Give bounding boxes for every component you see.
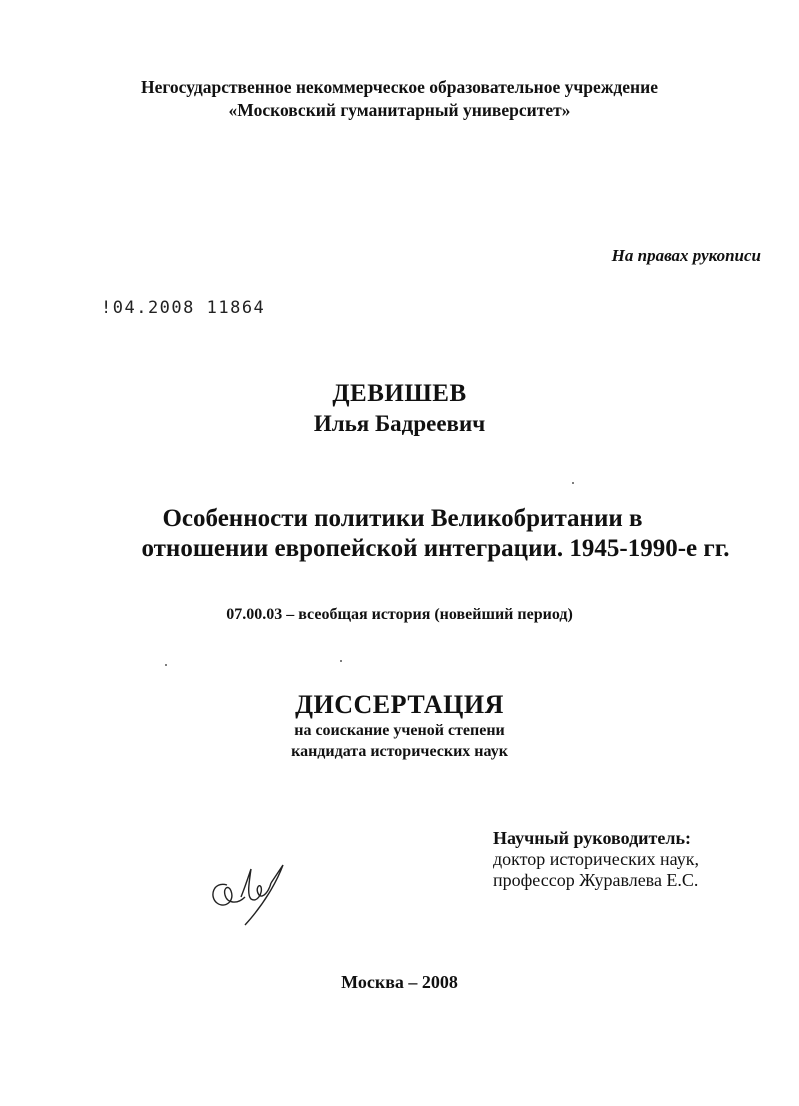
supervisor-heading: Научный руководитель: xyxy=(493,828,691,848)
scan-speck xyxy=(572,482,574,484)
dissertation-title-line1: Особенности политики Великобритании в xyxy=(162,505,643,532)
handwritten-signature xyxy=(205,857,295,937)
scan-speck xyxy=(165,664,167,666)
author-given-names: Илья Бадреевич xyxy=(313,411,486,436)
author-surname: ДЕВИШЕВ xyxy=(332,380,467,407)
document-type-heading: ДИССЕРТАЦИЯ xyxy=(295,690,504,719)
supervisor-block xyxy=(493,828,699,891)
institution-name-line2: «Московский гуманитарный университет» xyxy=(228,100,571,120)
specialty-code: 07.00.03 – всеобщая история (новейший период) xyxy=(226,606,573,623)
place-and-year: Москва – 2008 xyxy=(341,972,458,992)
dissertation-title-line2: отношении европейской интеграции. 1945-1990-е гг. xyxy=(141,535,730,562)
supervisor-name: профессор Журавлева Е.С. xyxy=(493,870,699,890)
library-stamp-number: !04.2008 11864 xyxy=(101,298,266,318)
degree-line1: на соискание ученой степени xyxy=(294,722,505,739)
manuscript-note: На правах рукописи xyxy=(611,246,761,265)
supervisor-degree: доктор исторических наук, xyxy=(493,849,699,869)
scan-speck xyxy=(340,660,342,662)
degree-line2: кандидата исторических наук xyxy=(291,743,508,760)
institution-name-line1: Негосударственное некоммерческое образовательное учреждение xyxy=(141,77,658,97)
